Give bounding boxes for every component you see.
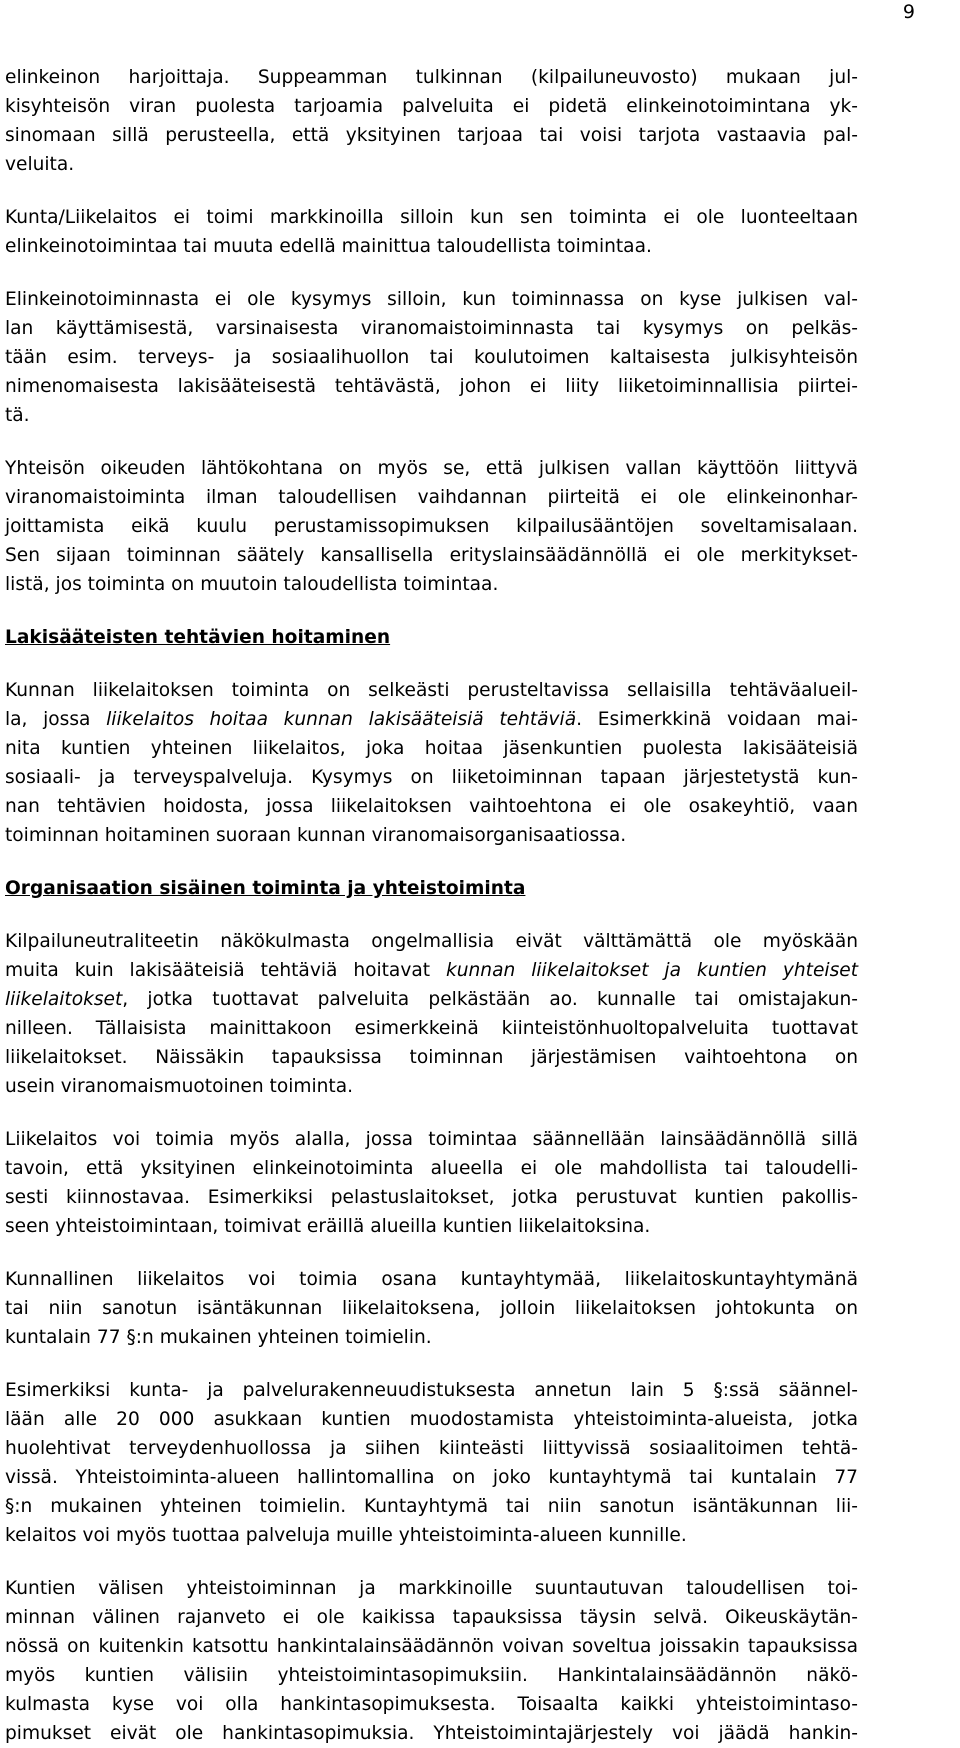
text-run: . Esimerkkinä voidaan mai-	[576, 709, 858, 730]
paragraph	[5, 203, 858, 261]
paragraph-gap	[5, 430, 858, 454]
document-body	[5, 63, 858, 1748]
text-line: veluita.	[5, 154, 75, 175]
paragraph-gap	[5, 599, 858, 623]
text-line: nita kuntien yhteinen liikelaitos, joka hoitaa jäsenkuntien puolesta lakisääteisiä	[5, 738, 858, 759]
text-line: kisyhteisön viran puolesta tarjoamia palveluita ei pidetä elinkeinotoimintana yk-	[5, 96, 858, 117]
text-line: Yhteisön oikeuden lähtökohtana on myös se, että julkisen vallan käyttöön liittyvä	[5, 458, 858, 479]
text-line: elinkeinotoimintaa tai muuta edellä mainittua taloudellista toimintaa.	[5, 236, 652, 257]
text-line: nan tehtävien hoidosta, jossa liikelaitoksen vaihtoehtona ei ole osakeyhtiö, vaan	[5, 796, 858, 817]
text-line: nössä on kuitenkin katsottu hankintalainsäädännön voivan soveltua joissakin tapauksissa	[5, 1636, 858, 1657]
text-line: joittamista eikä kuulu perustamissopimuksen kilpailusääntöjen soveltamisalaan.	[5, 516, 858, 537]
text-line	[5, 705, 858, 734]
paragraph	[5, 676, 858, 850]
text-line: lään alle 20 000 asukkaan kuntien muodostamista yhteistoiminta-alueista, jotka	[5, 1409, 858, 1430]
text-run: muita kuin lakisääteisiä tehtäviä hoitavat	[5, 960, 446, 981]
paragraph	[5, 285, 858, 430]
italic-text: liikelaitokset	[5, 989, 123, 1010]
text-line: viranomaistoiminta ilman taloudellisen vaihdannan piirteitä ei ole elinkeinonhar-	[5, 487, 858, 508]
text-line: lan käyttämisestä, varsinaisesta viranomaistoiminnasta tai kysymys on pelkäs-	[5, 318, 858, 339]
text-line: kelaitos voi myös tuottaa palveluja muille yhteistoiminta-alueen kunnille.	[5, 1525, 687, 1546]
text-line: sesti kiinnostavaa. Esimerkiksi pelastuslaitokset, jotka perustuvat kuntien pakollis-	[5, 1187, 858, 1208]
italic-text: kunnan liikelaitokset ja kuntien yhteiset	[445, 960, 858, 981]
text-line: toiminnan hoitaminen suoraan kunnan viranomaisorganisaatiossa.	[5, 825, 627, 846]
text-line: Sen sijaan toiminnan säätely kansallisella erityslainsäädännöllä ei ole merkitykset-	[5, 545, 858, 566]
paragraph-gap	[5, 1241, 858, 1265]
text-line: Kuntien välisen yhteistoiminnan ja markkinoille suuntautuvan taloudellisen toi-	[5, 1578, 858, 1599]
paragraph-gap	[5, 179, 858, 203]
page-number: 9	[902, 1, 915, 23]
text-line	[5, 985, 858, 1014]
text-line: minnan välinen rajanveto ei ole kaikissa tapauksissa täysin selvä. Oikeuskäytän-	[5, 1607, 858, 1628]
paragraph	[5, 1574, 858, 1748]
text-run: , jotka tuottavat palveluita pelkästään ao. kunnalle tai omistajakun-	[122, 989, 858, 1010]
text-line: myös kuntien välisiin yhteistoimintasopimuksiin. Hankintalainsäädännön näkö-	[5, 1665, 858, 1686]
text-line: Liikelaitos voi toimia myös alalla, jossa toimintaa säännellään lainsäädännöllä sillä	[5, 1129, 858, 1150]
text-line: tä.	[5, 405, 30, 426]
text-line: tään esim. terveys- ja sosiaalihuollon tai koulutoimen kaltaisesta julkisyhteisön	[5, 347, 858, 368]
text-line: Esimerkiksi kunta- ja palvelurakenneuudistuksesta annetun lain 5 §:ssä säännel-	[5, 1380, 858, 1401]
text-line	[5, 956, 858, 985]
text-line: pimukset eivät ole hankintasopimuksia. Yhteistoimintajärjestely voi jäädä hankin-	[5, 1723, 858, 1744]
paragraph	[5, 1265, 858, 1352]
paragraph-gap	[5, 261, 858, 285]
paragraph	[5, 1125, 858, 1241]
paragraph-gap	[5, 850, 858, 874]
text-line: usein viranomaismuotoinen toiminta.	[5, 1076, 354, 1097]
text-line: huolehtivat terveydenhuollossa ja siihen kiinteästi liittyvissä sosiaalitoimen tehtä-	[5, 1438, 858, 1459]
text-line: Kunta/Liikelaitos ei toimi markkinoilla silloin kun sen toiminta ei ole luonteeltaan	[5, 207, 858, 228]
paragraph	[5, 63, 858, 179]
italic-text: liikelaitos hoitaa kunnan lakisääteisiä tehtäviä	[106, 709, 577, 730]
text-line: sinomaan sillä perusteella, että yksityinen tarjoaa tai voisi tarjota vastaavia pal-	[5, 125, 858, 146]
paragraph	[5, 1376, 858, 1550]
paragraph-gap	[5, 1352, 858, 1376]
text-line: §:n mukainen yhteinen toimielin. Kuntayhtymä tai niin sanotun isäntäkunnan lii-	[5, 1496, 858, 1517]
text-line: Kunnallinen liikelaitos voi toimia osana kuntayhtymää, liikelaitoskuntayhtymänä	[5, 1269, 858, 1290]
paragraph	[5, 927, 858, 1101]
paragraph	[5, 454, 858, 599]
text-line: tai niin sanotun isäntäkunnan liikelaitoksena, jolloin liikelaitoksen johtokunta on	[5, 1298, 858, 1319]
text-line: vissä. Yhteistoiminta-alueen hallintomallina on joko kuntayhtymä tai kuntalain 77	[5, 1467, 858, 1488]
text-line: liikelaitokset. Näissäkin tapauksissa toiminnan järjestämisen vaihtoehtona on	[5, 1047, 858, 1068]
text-line: kulmasta kyse voi olla hankintasopimuksesta. Toisaalta kaikki yhteistoimintaso-	[5, 1694, 858, 1715]
text-line: tavoin, että yksityinen elinkeinotoiminta alueella ei ole mahdollista tai taloudelli-	[5, 1158, 858, 1179]
section-heading: Lakisääteisten tehtävien hoitaminen	[5, 627, 391, 648]
text-line: nilleen. Tällaisista mainittakoon esimerkkeinä kiinteistönhuoltopalveluita tuottavat	[5, 1018, 858, 1039]
text-line: sosiaali- ja terveyspalveluja. Kysymys on liiketoiminnan tapaan järjestetystä kun-	[5, 767, 858, 788]
paragraph-gap	[5, 1101, 858, 1125]
text-line: Kilpailuneutraliteetin näkökulmasta ongelmallisia eivät välttämättä ole myöskään	[5, 931, 858, 952]
section-heading: Organisaation sisäinen toiminta ja yhteistoiminta	[5, 878, 526, 899]
text-line: elinkeinon harjoittaja. Suppeamman tulkinnan (kilpailuneuvosto) mukaan jul-	[5, 67, 858, 88]
text-run: la, jossa	[5, 709, 107, 730]
paragraph-gap	[5, 903, 858, 927]
text-line: Kunnan liikelaitoksen toiminta on selkeästi perusteltavissa sellaisilla tehtäväalueil-	[5, 680, 858, 701]
text-line: listä, jos toiminta on muutoin taloudellista toimintaa.	[5, 574, 499, 595]
text-line: seen yhteistoimintaan, toimivat eräillä alueilla kuntien liikelaitoksina.	[5, 1216, 651, 1237]
paragraph-gap	[5, 652, 858, 676]
paragraph-gap	[5, 1550, 858, 1574]
text-line: Elinkeinotoiminnasta ei ole kysymys silloin, kun toiminnassa on kyse julkisen val-	[5, 289, 858, 310]
text-line: kuntalain 77 §:n mukainen yhteinen toimielin.	[5, 1327, 432, 1348]
text-line: nimenomaisesta lakisääteisestä tehtävästä, johon ei liity liiketoiminnallisia piirtei-	[5, 376, 858, 397]
